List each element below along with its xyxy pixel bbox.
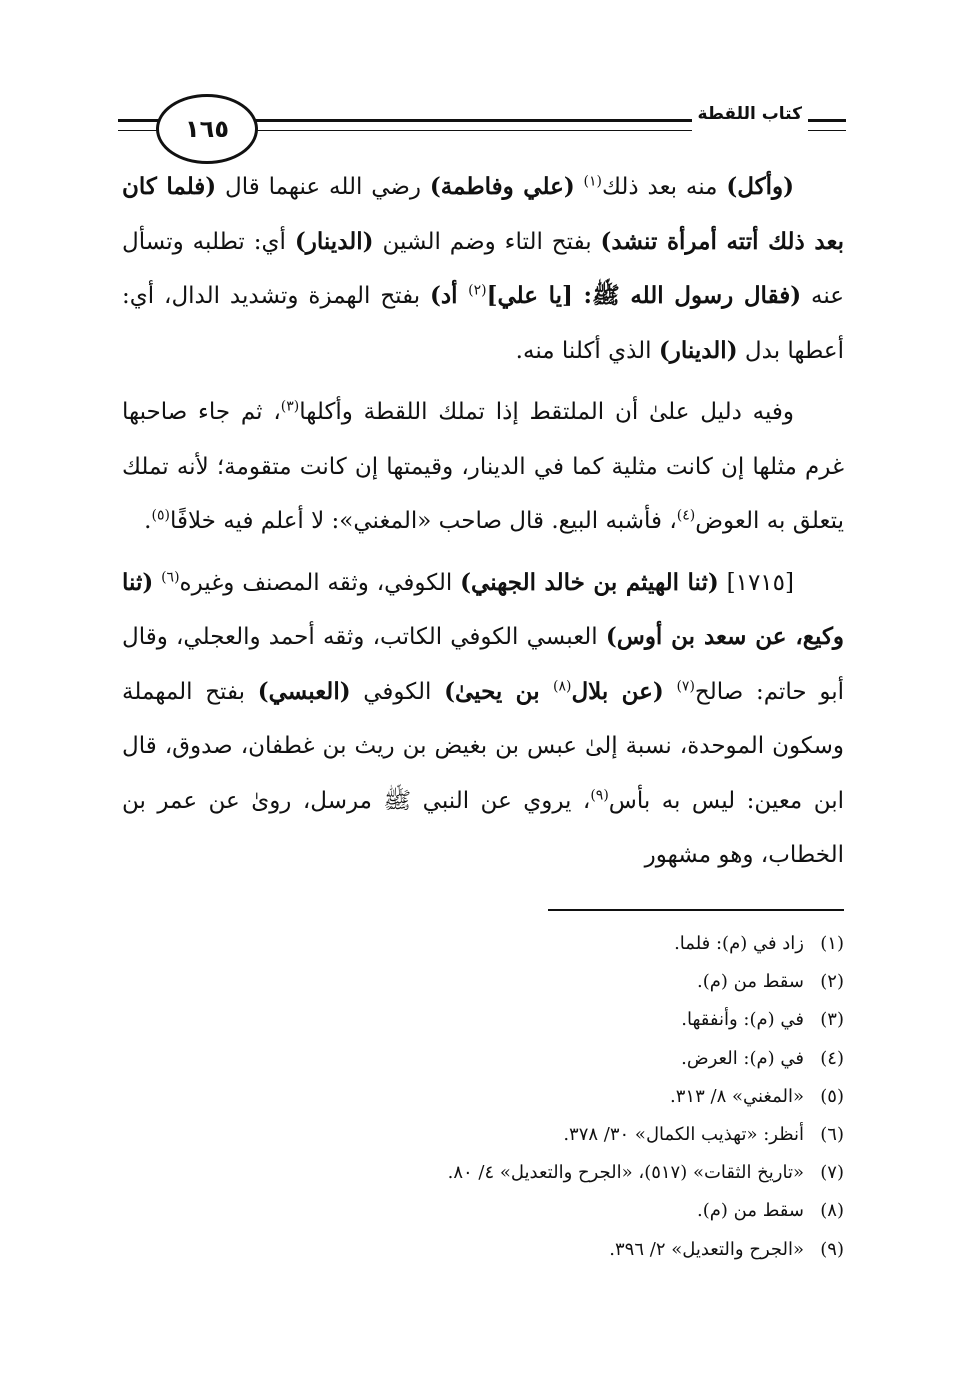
footnote-text: «الجرح والتعديل» ٢/ ٣٩٦. xyxy=(609,1238,804,1260)
text-run: أي: تطلبه وتسأل عنه xyxy=(122,228,844,309)
footnote-text: زاد في (م): فلما. xyxy=(674,933,804,954)
term: (وأكل) xyxy=(726,173,794,200)
paragraph-2 xyxy=(122,385,844,549)
footnote-ref: (٨) xyxy=(552,677,572,694)
term: (عن بلال xyxy=(571,677,664,705)
footnote-ref: (١) xyxy=(583,173,603,190)
footnote-ref: (٣) xyxy=(280,398,300,415)
footnote-separator xyxy=(548,909,844,911)
text-run: الكوفي xyxy=(350,678,445,705)
footnote-item xyxy=(300,1078,844,1116)
footnote-item xyxy=(300,925,844,963)
text-run: بفتح التاء وضم الشين xyxy=(373,228,601,255)
header-rule-middle-thin xyxy=(252,130,692,131)
text-run: رضي الله عنهما قال xyxy=(216,174,430,200)
footnote-text: «تاريخ الثقات» (٥١٧)، «الجرح والتعديل» ٤/ ٨٠. xyxy=(447,1162,804,1184)
paragraph-1 xyxy=(122,160,844,378)
text-run: ، فأشبه البيع. قال صاحب «المغني»: لا أعلم فيه خلافًا xyxy=(169,508,677,534)
footnote-ref: (٦) xyxy=(161,568,180,585)
paragraph-3 xyxy=(122,556,844,883)
text-run xyxy=(153,570,161,596)
term: (الدينار) xyxy=(658,336,738,364)
header-rule-right xyxy=(808,119,846,122)
text-run: الذي أكلنا منه. xyxy=(515,337,659,364)
text-run xyxy=(664,679,677,705)
text-run: بفتح المهملة وسكون الموحدة، نسبة إلىٰ عبس بن بغيض بن ريث بن غطفان، صدوق، قال ابن معين: ليس به بأس xyxy=(122,678,844,814)
footnote-number: (٧) xyxy=(820,1162,844,1184)
text-run: وفيه دليل علىٰ أن الملتقط إذا تملك اللقطة وأكلها xyxy=(299,399,794,425)
text-run: ، يروي عن النبي ﷺ مرسل، روىٰ عن عمر بن الخطاب، وهو مشهور xyxy=(122,787,844,868)
text-run: الكوفي، وثقه المصنف وغيره xyxy=(179,569,461,596)
footnote-item xyxy=(300,1001,844,1039)
main-text xyxy=(122,160,844,883)
footnote-number: (٤) xyxy=(820,1047,844,1069)
header-rule-right-thin xyxy=(808,130,846,131)
footnote-number: (١) xyxy=(820,933,844,954)
header-rule-left xyxy=(118,119,158,122)
text-run: . xyxy=(144,508,152,534)
header-rule-middle xyxy=(252,119,692,122)
running-title: كتاب اللقطة xyxy=(697,104,802,124)
term: (الدينار) xyxy=(294,227,374,255)
footnote-item xyxy=(300,1040,844,1078)
footnote-number: (٦) xyxy=(820,1124,844,1146)
footnote-item xyxy=(300,1116,844,1154)
text-run: منه بعد ذلك xyxy=(602,174,727,200)
footnote-ref: (٤) xyxy=(676,507,696,524)
footnote-text: أنظر: «تهذيب الكمال» ٣٠/ ٣٧٨. xyxy=(563,1124,804,1146)
footnote-item xyxy=(300,1192,844,1230)
footnote-text: سقط من (م). xyxy=(697,971,804,993)
footnote-number: (٣) xyxy=(820,1009,844,1031)
footnote-ref: (٩) xyxy=(590,786,609,803)
term: أد) xyxy=(430,282,469,309)
term: (العبسي) xyxy=(257,677,351,705)
term: (فلما كان بعد ذلك أتته أمرأة تنشد) xyxy=(122,173,844,255)
text-run: ، ثم جاء صاحبها غرم مثلها إن كانت مثلية كما في الدينار، وقيمتها إن كانت متقومة؛ لأنه تملك يتعلق به العوض xyxy=(122,399,844,534)
header-rule-left-thin xyxy=(118,130,158,131)
footnote-ref: (٥) xyxy=(151,507,170,524)
page-header xyxy=(118,92,846,162)
footnote-text: في (م): العرض. xyxy=(681,1047,804,1069)
footnote-ref: (٧) xyxy=(676,677,695,694)
footnote-item xyxy=(300,1231,844,1269)
term: (ثنا الهيثم بن خالد الجهني) xyxy=(460,568,719,596)
footnote-number: (٨) xyxy=(820,1200,844,1222)
text-run: العبسي الكوفي الكاتب، وثقه أحمد والعجلي، وقال أبو حاتم: صالح xyxy=(122,624,844,705)
footnote-number: (٥) xyxy=(820,1085,844,1107)
text-run xyxy=(575,174,584,200)
footnote-text: «المغني» ٨/ ٣١٣. xyxy=(670,1085,804,1107)
text-run: بفتح الهمزة وتشديد الدال، أي: أعطها بدل xyxy=(122,283,844,364)
hadith-number: [١٧١٥] xyxy=(718,569,794,596)
footnote-text: في (م): وأنفقها. xyxy=(681,1009,804,1031)
footnote-text: سقط من (م). xyxy=(697,1200,804,1222)
term: (علي وفاطمة) xyxy=(429,173,575,200)
term: (فقال رسول الله ﷺ: [يا علي] xyxy=(486,282,802,309)
footnote-number: (٢) xyxy=(820,971,844,993)
footnote-item xyxy=(300,963,844,1001)
term: (ثنا وكيع، عن سعد بن أوس) xyxy=(122,568,844,650)
footnote-ref: (٢) xyxy=(468,282,487,299)
footnotes xyxy=(300,925,844,1269)
footnote-item xyxy=(300,1154,844,1192)
footnote-number: (٩) xyxy=(820,1238,844,1260)
term: بن يحيىٰ) xyxy=(444,677,553,705)
page-number: ١٦٥ xyxy=(156,94,258,164)
